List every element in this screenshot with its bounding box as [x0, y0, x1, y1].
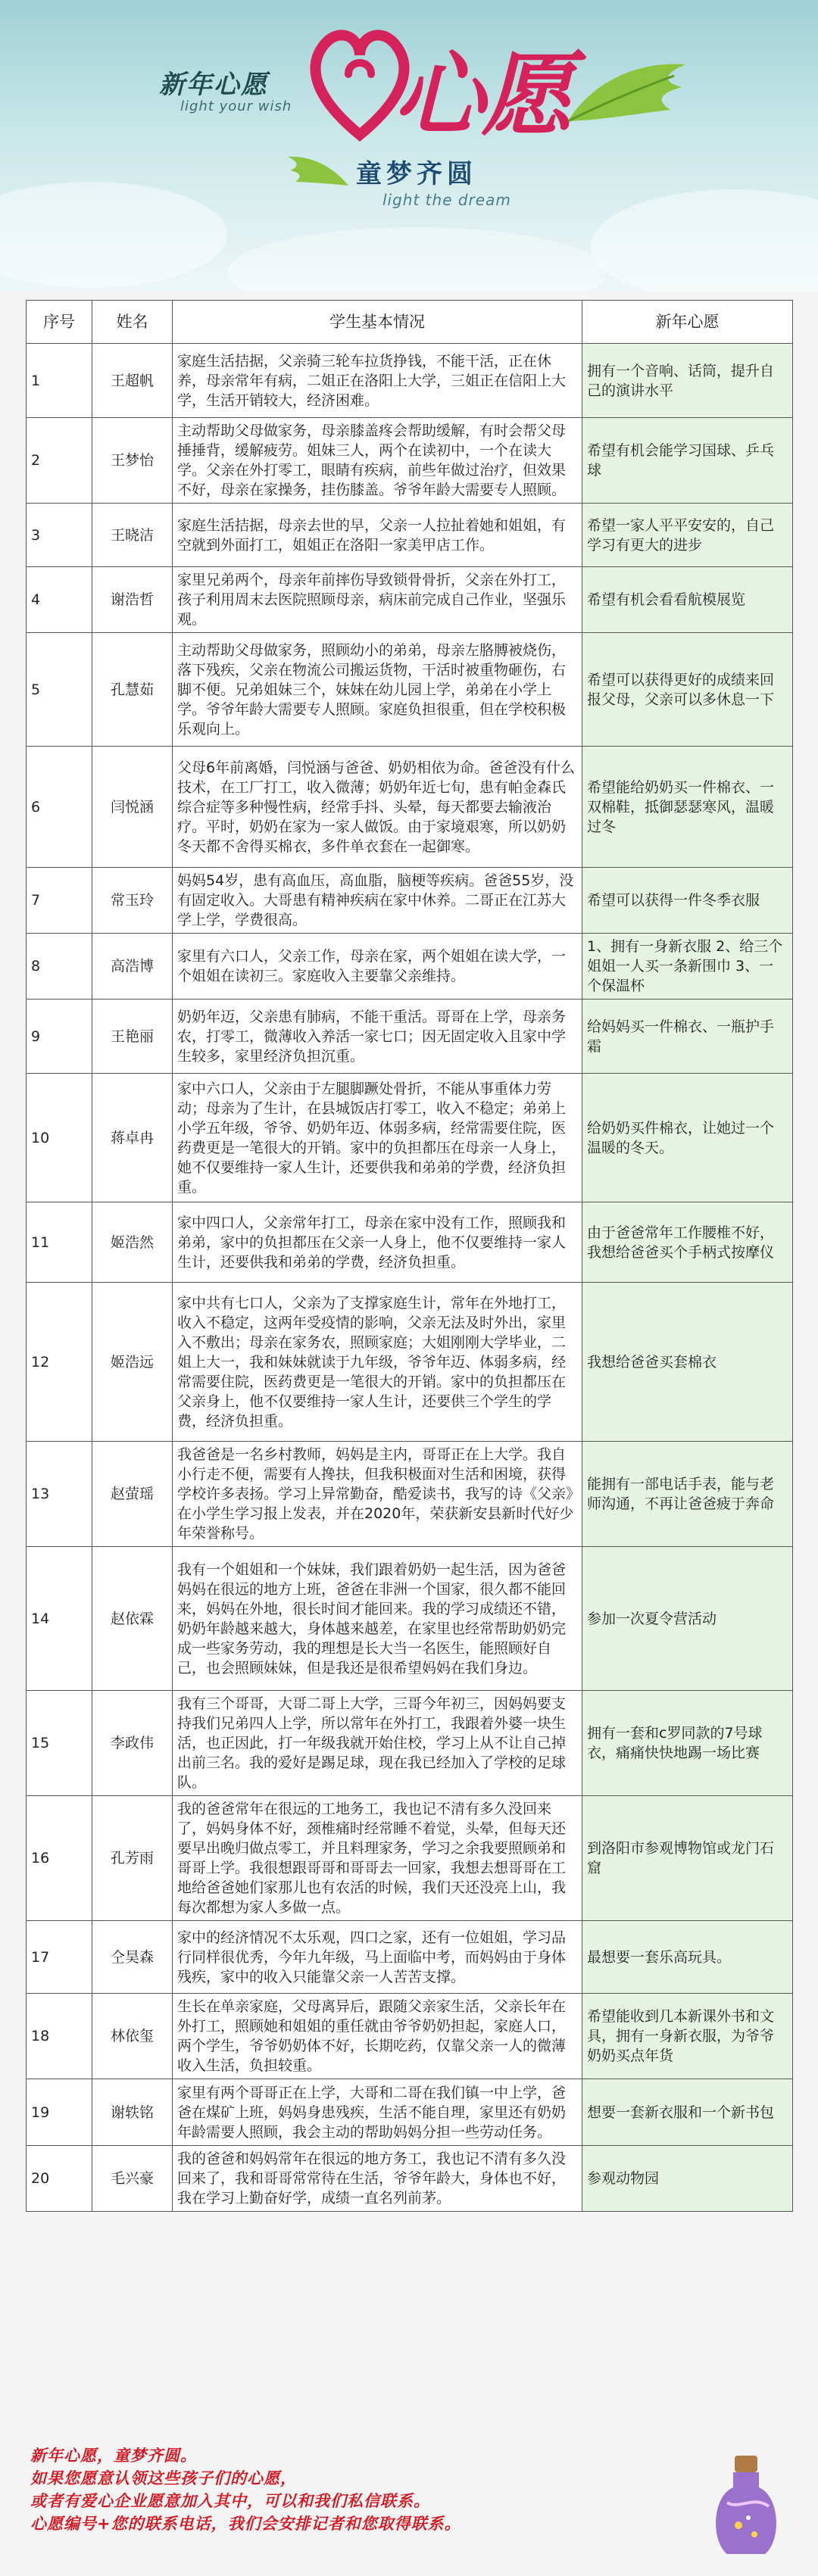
header-banner [0, 0, 818, 292]
table-row [27, 504, 793, 567]
student-info: 家中六口人，父亲由于左腿脚蹶处骨折，不能从事重体力劳动；母亲为了生计，在县城饭店打零工，收入不稳定；弟弟上小学五年级，爷爷、奶奶年迈、体弱多病，经常需要住院，医药费更是一笔很大的开销。家中的负担都压在母亲一人身上，她不仅要维持一家人生计，还要供我和弟弟的学费，经济负担重。 [173, 1074, 582, 1202]
student-wish: 希望可以获得更好的成绩来回报父母，父亲可以多休息一下 [582, 633, 793, 747]
student-info: 家庭生活拮据，母亲去世的早，父亲一人拉扯着她和姐姐，有空就到外面打工，姐姐正在洛阳一家美甲店工作。 [173, 504, 582, 567]
row-number: 14 [27, 1547, 92, 1691]
student-info: 我的爸爸常年在很远的工地务工，我也记不清有多久没回来了，妈妈身体不好，颈椎痛时经常睡不着觉，头晕，但每天还要早出晚归做点零工，并且料理家务，学习之余我要照顾弟和哥哥上学。我很想跟哥哥和哥哥去一回家，我想去想哥哥在工地给爸爸她们家那儿也有农活的时候，我们天还没亮上山，我每次都想为家人多做一点。 [173, 1796, 582, 1921]
row-number: 16 [27, 1796, 92, 1921]
student-name: 常玉玲 [92, 868, 173, 934]
row-number: 6 [27, 747, 92, 868]
table-row [27, 934, 793, 1000]
student-name: 王艳丽 [92, 1000, 173, 1074]
student-name: 王梦怡 [92, 418, 173, 504]
footer-line: 如果您愿意认领这些孩子们的心愿， [30, 2469, 297, 2487]
student-name: 谢轶铭 [92, 2079, 173, 2146]
student-info: 家中四口人，父亲常年打工，母亲在家中没有工作，照顾我和弟弟，家中的负担都压在父亲一人身上，他不仅要维持一家人生计，还要供我和弟弟的学费，经济负担重。 [173, 1202, 582, 1283]
row-number: 19 [27, 2079, 92, 2146]
student-info: 我爸爸是一名乡村教师，妈妈是主内，哥哥正在上大学。我自小行走不便，需要有人搀扶，但我积极面对生活和困境，获得学校许多表扬。学习上异常勤奋，酷爱读书，我写的诗《父亲》在小学生学习报上发表，并在2020年，荣获新安县新时代好少年荣誉称号。 [173, 1442, 582, 1547]
table-row [27, 1921, 793, 1994]
student-info: 主动帮助父母做家务，照顾幼小的弟弟，母亲左胳膊被烧伤，落下残疾，父亲在物流公司搬运货物，干活时被重物砸伤，右脚不便。兄弟姐妹三个，妹妹在幼儿园上学，弟弟在小学上学。爷爷年龄大需要专人照顾。家庭负担很重，但在学校积极乐观向上。 [173, 633, 582, 747]
student-info: 家庭生活拮据，父亲骑三轮车拉货挣钱，不能干活，正在休养，母亲常年有病，二姐正在洛阳上大学，三姐正在信阳上大学，生活开销较大，经济困难。 [173, 344, 582, 418]
student-name: 王晓洁 [92, 504, 173, 567]
student-wish: 希望一家人平平安安的，自己学习有更大的进步 [582, 504, 793, 567]
wish-table [26, 300, 793, 2212]
subtitle: 童梦齐圆 [356, 159, 477, 189]
table-row [27, 1547, 793, 1691]
table-row [27, 1000, 793, 1074]
table-row [27, 344, 793, 418]
student-info: 父母6年前离婚，闫悦涵与爸爸、奶奶相依为命。爸爸没有什么技术，在工厂打工，收入微薄；奶奶年近七旬，患有帕金森氏综合症等多种慢性病，经常手抖、头晕，每天都要去输液治疗。平时，奶奶在家为一家人做饭。由于家境艰寒，所以奶奶冬天都不舍得买棉衣，多件单衣套在一起御寒。 [173, 747, 582, 868]
row-number: 12 [27, 1283, 92, 1442]
student-wish: 能拥有一部电话手表，能与老师沟通，不再让爸爸疲于奔命 [582, 1442, 793, 1547]
student-info: 家里有两个哥哥正在上学，大哥和二哥在我们镇一中上学，爸爸在煤矿上班，妈妈身患残疾，生活不能自理，家里还有奶奶年龄需要人照顾，我会主动的帮助妈妈分担一些劳动任务。 [173, 2079, 582, 2146]
student-name: 仝昊森 [92, 1921, 173, 1994]
student-wish: 希望有机会看看航模展览 [582, 567, 793, 633]
student-wish: 拥有一套和c罗同款的7号球衣，痛痛快快地踢一场比赛 [582, 1691, 793, 1796]
student-name: 赵依霖 [92, 1547, 173, 1691]
table-row [27, 1442, 793, 1547]
table-row [27, 1796, 793, 1921]
student-info: 家里有六口人，父亲工作，母亲在家，两个姐姐在读大学，一个姐姐在读初三。家庭收入主要靠父亲维持。 [173, 934, 582, 1000]
student-name: 姬浩然 [92, 1202, 173, 1283]
student-wish: 想要一套新衣服和一个新书包 [582, 2079, 793, 2146]
student-name: 孔芳雨 [92, 1796, 173, 1921]
student-wish: 我想给爸爸买套棉衣 [582, 1283, 793, 1442]
row-number: 15 [27, 1691, 92, 1796]
row-number: 20 [27, 2146, 92, 2212]
subtitle-english: light the dream [382, 191, 511, 209]
wish-bottle-icon [704, 2450, 788, 2563]
row-number: 17 [27, 1921, 92, 1994]
student-name: 毛兴豪 [92, 2146, 173, 2212]
table-row [27, 1202, 793, 1283]
student-wish: 到洛阳市参观博物馆或龙门石窟 [582, 1796, 793, 1921]
student-info: 我有三个哥哥，大哥二哥上大学，三哥今年初三，因妈妈要支持我们兄弟四人上学，所以常年在外打工，我跟着外婆一块生活，也正因此，打一年级我就开始住校，学习上从不让自己掉出前三名。我的爱好是踢足球，现在我已经加入了学校的足球队。 [173, 1691, 582, 1796]
table-row [27, 567, 793, 633]
row-number: 4 [27, 567, 92, 633]
wing-icon [560, 53, 689, 136]
footer-note [30, 2444, 682, 2535]
table-row [27, 1994, 793, 2079]
table-row [27, 2079, 793, 2146]
student-info: 我的爸爸和妈妈常年在很远的地方务工，我也记不清有多久没回来了，我和哥哥常常待在生活，爷爷年龄大，身体也不好，我在学习上勤奋好学，成绩一直名列前茅。 [173, 2146, 582, 2212]
row-number: 11 [27, 1202, 92, 1283]
row-number: 5 [27, 633, 92, 747]
slogan-english: light your wish [180, 98, 292, 114]
student-name: 赵萤瑶 [92, 1442, 173, 1547]
student-name: 闫悦涵 [92, 747, 173, 868]
column-header-info: 学生基本情况 [173, 301, 582, 344]
table-row [27, 1691, 793, 1796]
student-wish: 给妈妈买一件棉衣、一瓶护手霜 [582, 1000, 793, 1074]
student-wish: 希望可以获得一件冬季衣服 [582, 868, 793, 934]
big-title: 心愿 [394, 42, 570, 148]
student-name: 王超帆 [92, 344, 173, 418]
student-info: 家里兄弟两个，母亲年前摔伤导致锁骨骨折，父亲在外打工，孩子利用周末去医院照顾母亲，病床前完成自己作业，坚强乐观。 [173, 567, 582, 633]
student-name: 蒋卓冉 [92, 1074, 173, 1202]
table-row [27, 868, 793, 934]
row-number: 1 [27, 344, 92, 418]
row-number: 3 [27, 504, 92, 567]
student-wish: 希望能给奶奶买一件棉衣、一双棉鞋，抵御瑟瑟寒风，温暖过冬 [582, 747, 793, 868]
student-name: 姬浩远 [92, 1283, 173, 1442]
row-number: 18 [27, 1994, 92, 2079]
row-number: 13 [27, 1442, 92, 1547]
table-row [27, 747, 793, 868]
footer-line: 心愿编号+您的联系电话，我们会安排记者和您取得联系。 [30, 2515, 461, 2533]
student-info: 生长在单亲家庭，父母离异后，跟随父亲家生活，父亲长年在外打工，照顾她和姐姐的重任就由爷爷奶奶担起，家庭人口，两个学生，爷爷奶奶体不好，长期吃药，仅靠父亲一人的微薄收入生活，负担较重。 [173, 1994, 582, 2079]
column-header-wish: 新年心愿 [582, 301, 793, 344]
table-row [27, 1283, 793, 1442]
table-row [27, 418, 793, 504]
row-number: 10 [27, 1074, 92, 1202]
student-info: 主动帮助父母做家务，母亲膝盖疼会帮助缓解，有时会帮父母捶捶背，缓解疲劳。姐妹三人，两个在读初中，一个在读大学。父亲在外打零工，眼睛有疾病，前些年做过治疗，但效果不好，母亲在家操务，挂伤膝盖。爷爷年龄大需要专人照顾。 [173, 418, 582, 504]
row-number: 2 [27, 418, 92, 504]
student-info: 我有一个姐姐和一个妹妹，我们跟着奶奶一起生活，因为爸爸妈妈在很远的地方上班，爸爸在非洲一个国家，很久都不能回来，妈妈在外地，很长时间才能回来。我的学习成绩还不错，奶奶年龄越来越大，身体越来越差，在家里也经常帮助奶奶完成一些家务劳动，我的理想是长大当一名医生，能照顾好自己，也会照顾妹妹，但是我还是很希望妈妈在我们身边。 [173, 1547, 582, 1691]
student-wish: 希望有机会能学习国球、乒乓球 [582, 418, 793, 504]
student-name: 林依玺 [92, 1994, 173, 2079]
table-row [27, 2146, 793, 2212]
student-wish: 1、拥有一身新衣服 2、给三个姐姐一人买一条新围巾 3、一个保温杯 [582, 934, 793, 1000]
table-row [27, 1074, 793, 1202]
student-wish: 参加一次夏令营活动 [582, 1547, 793, 1691]
student-wish: 由于爸爸常年工作腰椎不好，我想给爸爸买个手柄式按摩仪 [582, 1202, 793, 1283]
slogan: 新年心愿 [159, 70, 268, 100]
row-number: 7 [27, 868, 92, 934]
table-row [27, 633, 793, 747]
student-info: 奶奶年迈，父亲患有肺病，不能干重活。哥哥在上学，母亲务农，打零工，微薄收入养活一家七口；因无固定收入且家中学生较多，家里经济负担沉重。 [173, 1000, 582, 1074]
table-header-row [27, 301, 793, 344]
column-header-name: 姓名 [92, 301, 173, 344]
footer-line: 新年心愿，童梦齐圆。 [30, 2447, 197, 2465]
column-header-number: 序号 [27, 301, 92, 344]
student-info: 家中的经济情况不太乐观，四口之家，还有一位姐姐，学习品行同样很优秀，今年九年级，马上面临中考，而妈妈由于身体残疾，家中的收入只能靠父亲一人苦苦支撑。 [173, 1921, 582, 1994]
student-name: 李政伟 [92, 1691, 173, 1796]
student-name: 高浩博 [92, 934, 173, 1000]
student-name: 孔慧茹 [92, 633, 173, 747]
row-number: 9 [27, 1000, 92, 1074]
student-wish: 最想要一套乐高玩具。 [582, 1921, 793, 1994]
student-wish: 给奶奶买件棉衣，让她过一个温暖的冬天。 [582, 1074, 793, 1202]
small-wing-icon [284, 148, 352, 193]
student-wish: 参观动物园 [582, 2146, 793, 2212]
row-number: 8 [27, 934, 92, 1000]
student-info: 妈妈54岁，患有高血压，高血脂，脑梗等疾病。爸爸55岁，没有固定收入。大哥患有精神疾病在家中休养。二哥正在江苏大学上学，学费很高。 [173, 868, 582, 934]
student-wish: 希望能收到几本新课外书和文具，拥有一身新衣服，为爷爷奶奶买点年货 [582, 1994, 793, 2079]
student-name: 谢浩哲 [92, 567, 173, 633]
student-info: 家中共有七口人，父亲为了支撑家庭生计，常年在外地打工，收入不稳定，这两年受疫情的影响，父亲无法及时外出，家里入不敷出；母亲在家务农，照顾家庭；大姐刚刚大学毕业，二姐上大一，我和妹妹就读于九年级，爷爷年迈、体弱多病，经常需要住院，医药费更是一笔很大的开销。家中的负担都压在父亲身上，他不仅要维持一家人生计，还要供三个学生的学费，经济负担重。 [173, 1283, 582, 1442]
footer-line: 或者有爱心企业愿意加入其中，可以和我们私信联系。 [30, 2492, 430, 2510]
student-wish: 拥有一个音响、话筒，提升自己的演讲水平 [582, 344, 793, 418]
